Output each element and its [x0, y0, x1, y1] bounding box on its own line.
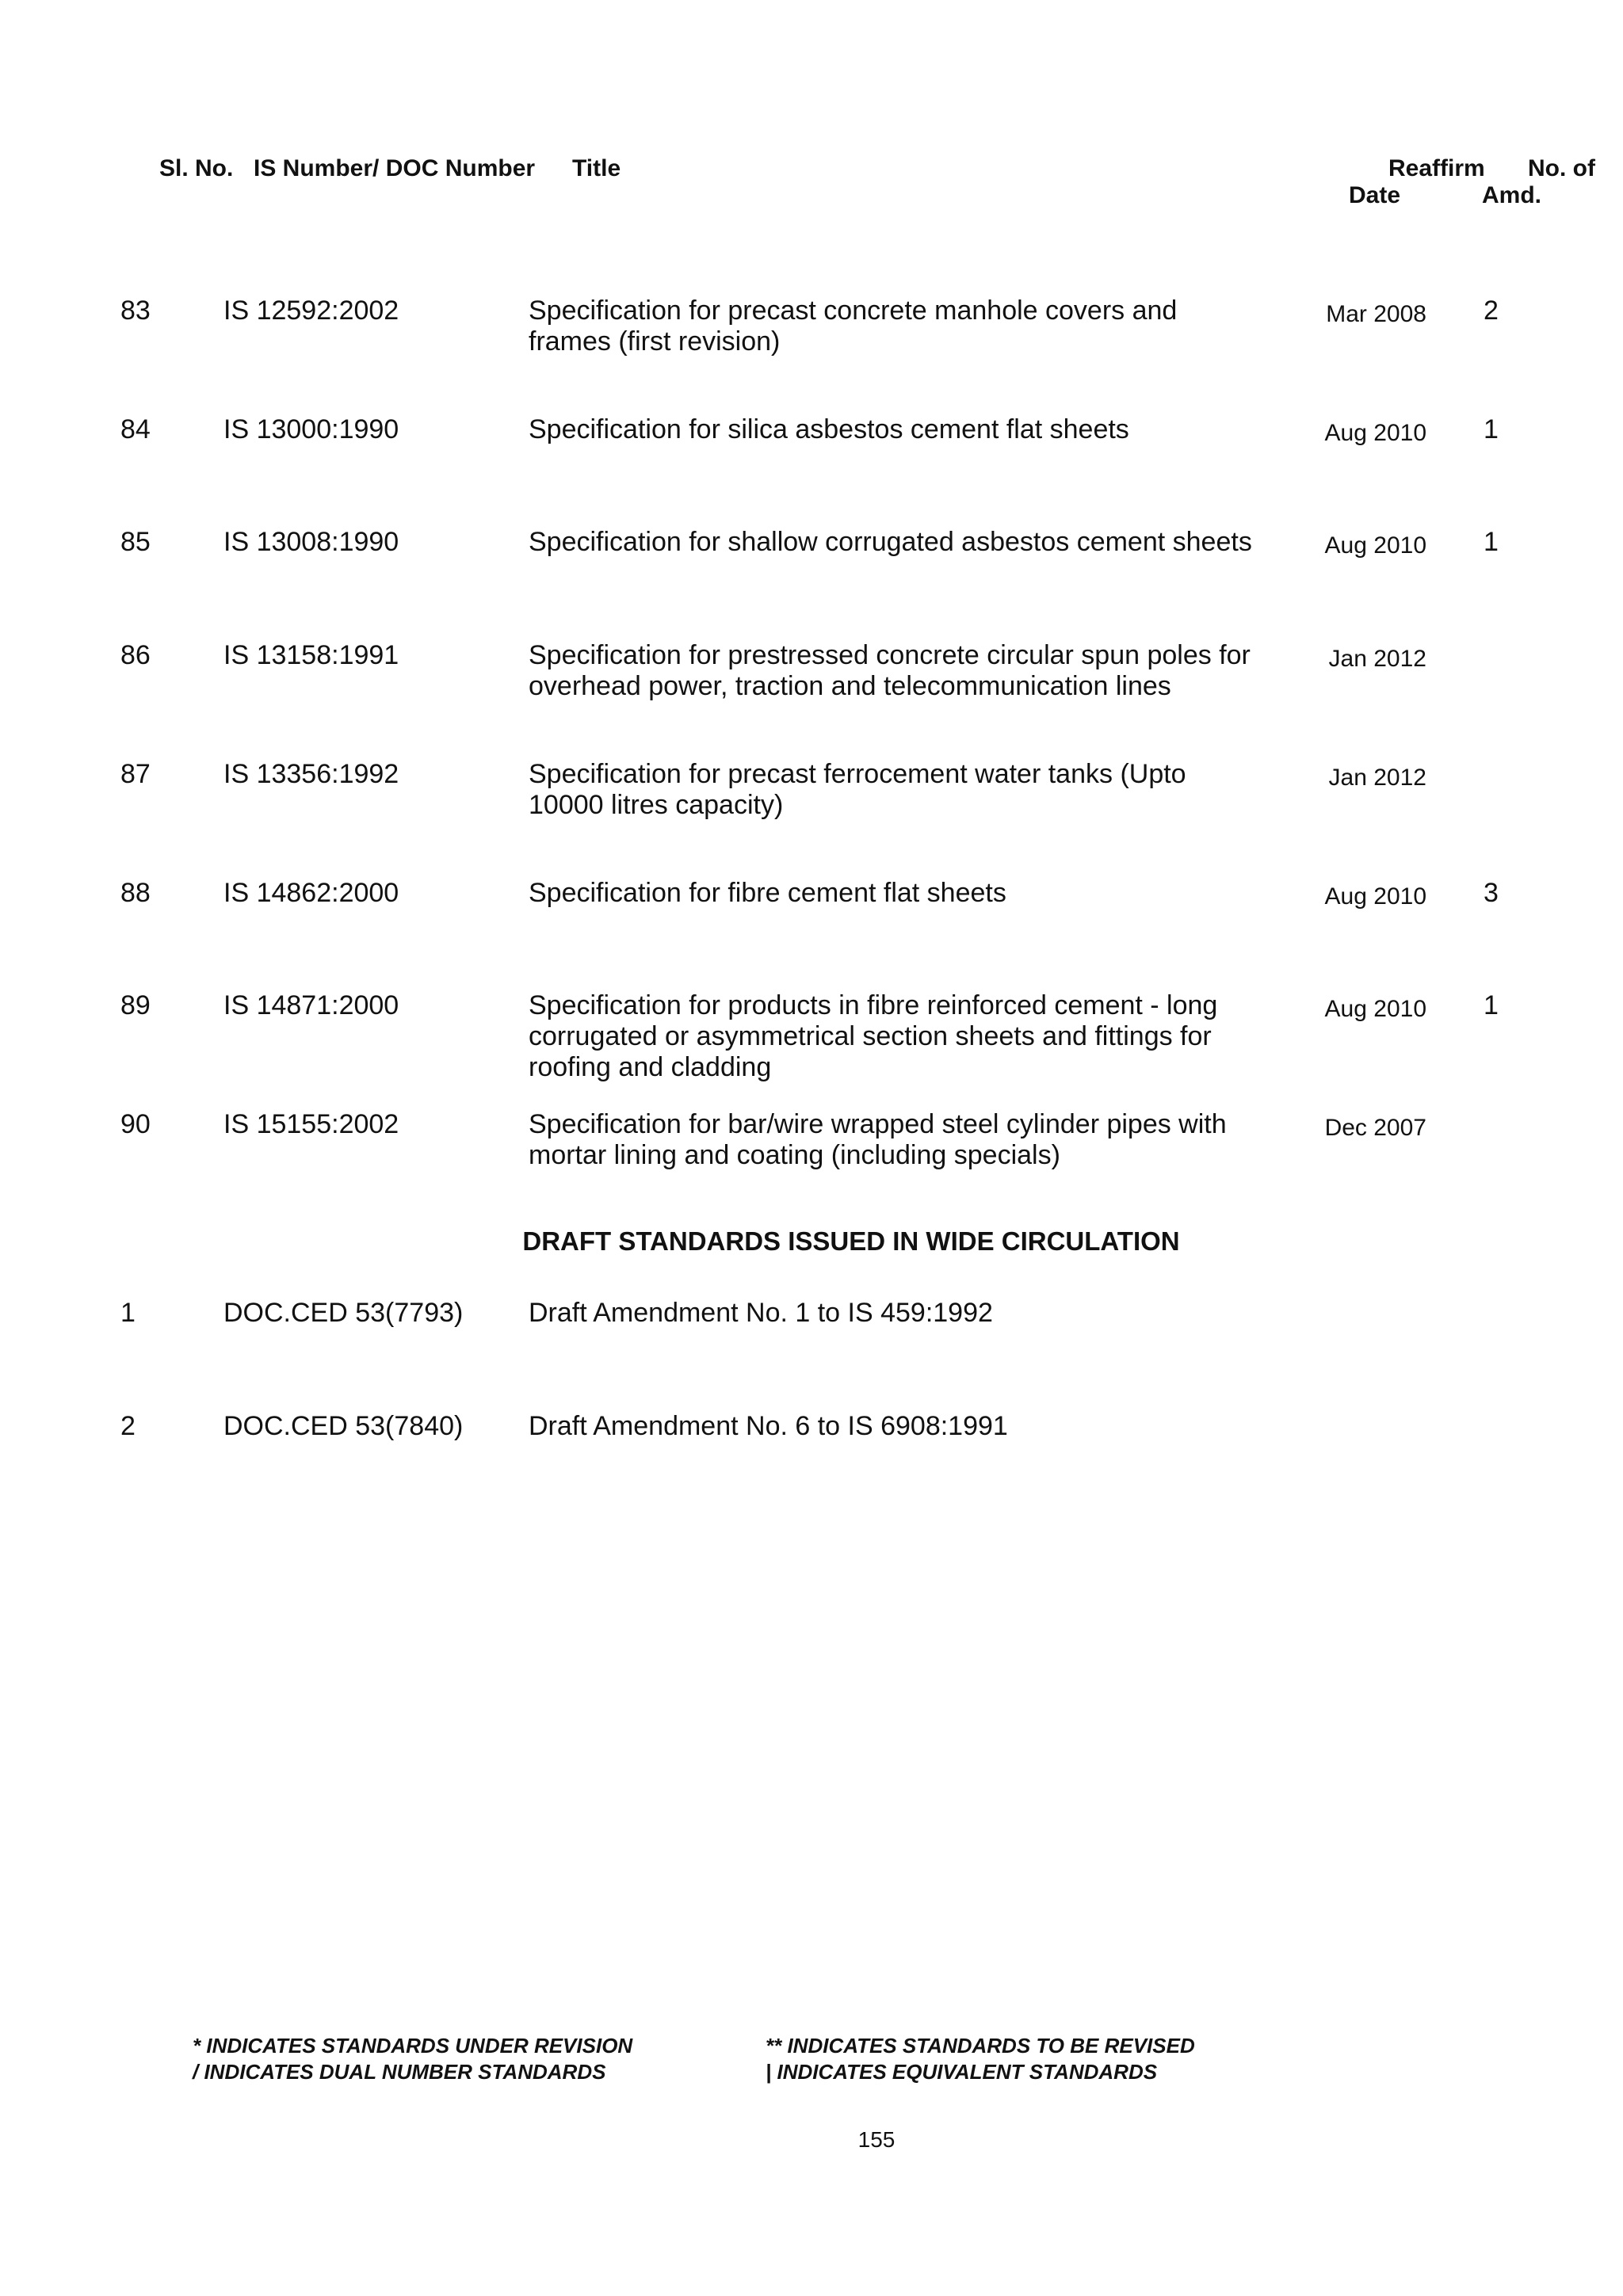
is-number: IS 14862:2000 [223, 878, 399, 908]
header-is-number: IS Number/ DOC Number [254, 155, 536, 181]
standard-title: Specification for products in fibre reinforced cement - long corrugated or asymmetrical section sheets and fittings for roofing and cladding [529, 990, 1218, 1082]
reaffirm-date: Mar 2008 [1326, 301, 1426, 327]
amendment-count: 1 [1484, 990, 1499, 1020]
sl-no: 85 [120, 527, 151, 557]
doc-number: DOC.CED 53(7840) [223, 1411, 464, 1441]
sl-no: 86 [120, 640, 151, 670]
legend-to-be-revised: ** INDICATES STANDARDS TO BE REVISED [766, 2034, 1195, 2058]
legend-under-revision: * INDICATES STANDARDS UNDER REVISION [193, 2034, 633, 2058]
reaffirm-date: Jan 2012 [1328, 765, 1426, 791]
draft-section-title: DRAFT STANDARDS ISSUED IN WIDE CIRCULATION [522, 1226, 1180, 1256]
is-number: IS 12592:2002 [223, 296, 399, 326]
sl-no: 83 [120, 296, 151, 326]
sl-no: 87 [120, 759, 151, 789]
reaffirm-date: Aug 2010 [1324, 996, 1426, 1022]
is-number: IS 13356:1992 [223, 759, 399, 789]
sl-no: 90 [120, 1109, 151, 1139]
reaffirm-date: Aug 2010 [1324, 883, 1426, 910]
is-number: IS 15155:2002 [223, 1109, 399, 1139]
sl-no: 2 [120, 1411, 136, 1441]
reaffirm-date: Aug 2010 [1324, 420, 1426, 446]
standard-title: Specification for shallow corrugated asbestos cement sheets [529, 527, 1252, 557]
header-sl-no: Sl. No. [159, 155, 234, 181]
amendment-count: 1 [1484, 527, 1499, 557]
amendment-count: 2 [1484, 296, 1499, 326]
standard-title: Specification for precast ferrocement water tanks (Upto 10000 litres capacity) [529, 759, 1186, 820]
reaffirm-date: Dec 2007 [1324, 1115, 1426, 1141]
header-reaffirm: Reaffirm [1388, 155, 1485, 181]
sl-no: 89 [120, 990, 151, 1020]
draft-title: Draft Amendment No. 1 to IS 459:1992 [529, 1298, 993, 1328]
legend-dual-number: / INDICATES DUAL NUMBER STANDARDS [193, 2060, 606, 2084]
reaffirm-date: Jan 2012 [1328, 646, 1426, 672]
is-number: IS 13008:1990 [223, 527, 399, 557]
standard-title: Specification for fibre cement flat sheets [529, 878, 1006, 908]
sl-no: 1 [120, 1298, 136, 1328]
header-title: Title [572, 155, 621, 181]
header-date: Date [1349, 182, 1401, 208]
draft-title: Draft Amendment No. 6 to IS 6908:1991 [529, 1411, 1008, 1441]
amendment-count: 1 [1484, 414, 1499, 444]
standard-title: Specification for prestressed concrete circular spun poles for overhead power, traction and telecommunication lines [529, 640, 1251, 701]
sl-no: 84 [120, 414, 151, 444]
doc-number: DOC.CED 53(7793) [223, 1298, 464, 1328]
header-amd: Amd. [1482, 182, 1541, 208]
header-no-of: No. of [1528, 155, 1595, 181]
sl-no: 88 [120, 878, 151, 908]
reaffirm-date: Aug 2010 [1324, 532, 1426, 559]
page-number: 155 [857, 2127, 896, 2152]
legend-equivalent: | INDICATES EQUIVALENT STANDARDS [766, 2060, 1158, 2084]
is-number: IS 13158:1991 [223, 640, 399, 670]
is-number: IS 13000:1990 [223, 414, 399, 444]
standard-title: Specification for precast concrete manhole covers and frames (first revision) [529, 296, 1178, 357]
is-number: IS 14871:2000 [223, 990, 399, 1020]
standard-title: Specification for silica asbestos cement flat sheets [529, 414, 1129, 444]
standard-title: Specification for bar/wire wrapped steel cylinder pipes with mortar lining and coating (including specials) [529, 1109, 1227, 1170]
amendment-count: 3 [1484, 878, 1499, 908]
